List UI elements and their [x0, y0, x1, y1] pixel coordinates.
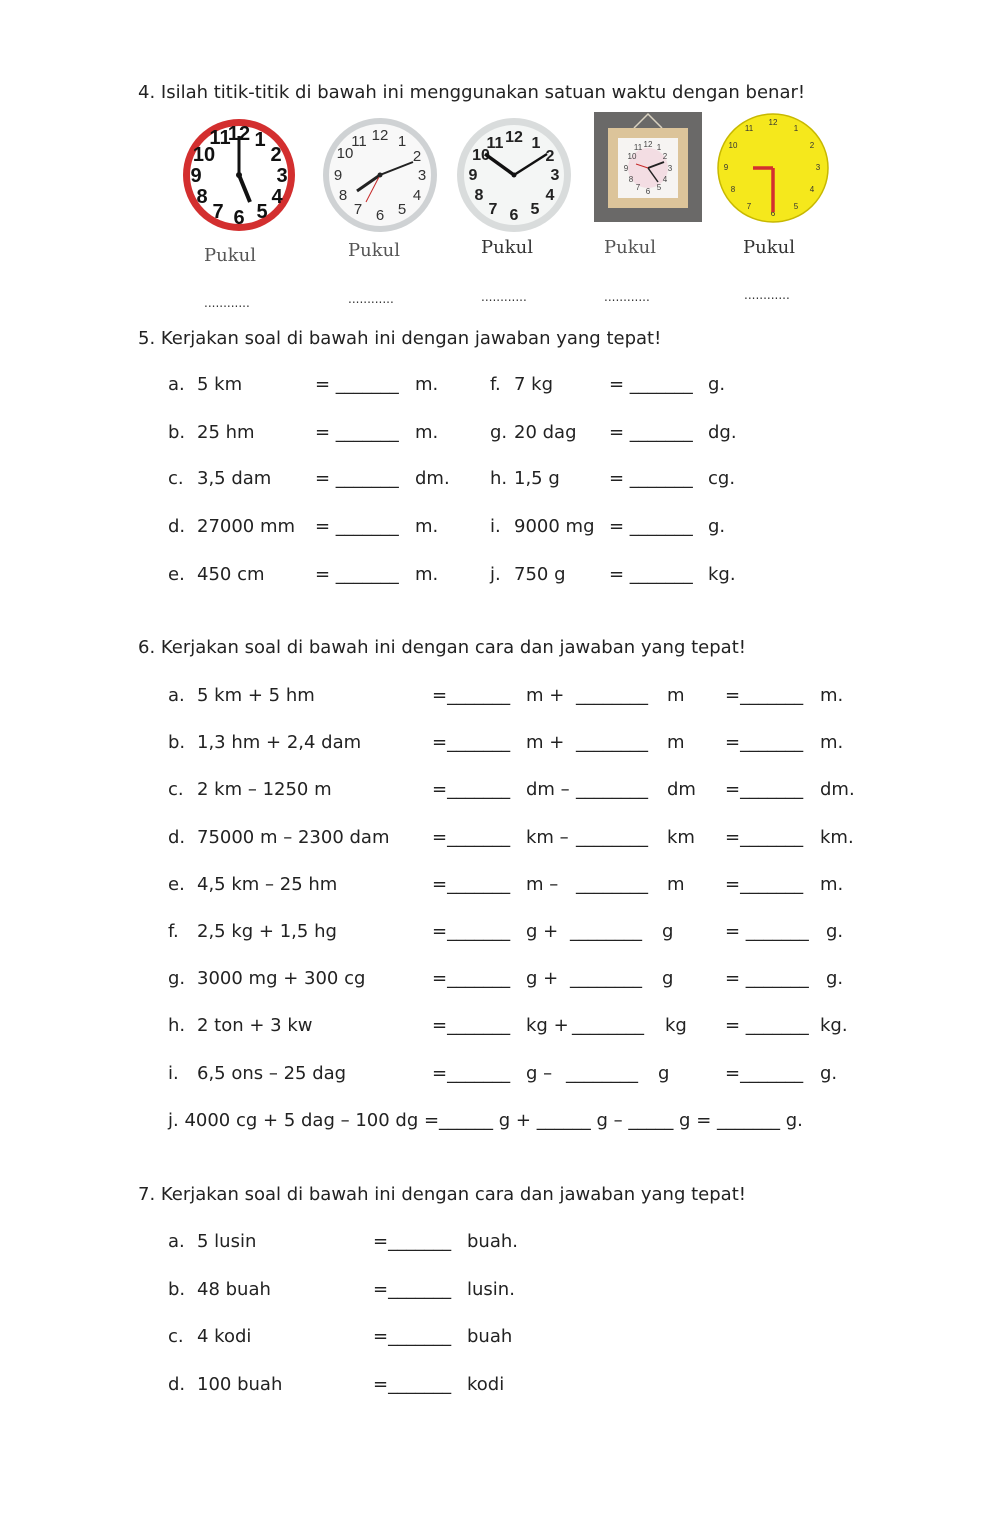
calculation-row [0, 1015, 1000, 1039]
item-expression: 4 kodi [197, 1326, 252, 1347]
item-letter: c. [168, 1326, 184, 1347]
item-unit: m. [415, 564, 439, 585]
item-unit: g [662, 968, 674, 989]
item-unit: cg. [708, 468, 736, 489]
svg-text:9: 9 [333, 167, 343, 184]
svg-text:9: 9 [623, 164, 629, 173]
answer-blank[interactable]: ............ [348, 292, 394, 306]
svg-text:2: 2 [545, 148, 555, 165]
answer-blank[interactable]: =_______ [725, 1063, 804, 1084]
quantity-row [0, 1231, 1000, 1255]
svg-text:5: 5 [397, 201, 407, 218]
answer-blank[interactable]: =_______ [432, 779, 511, 800]
item-expression: 3,5 dam [197, 468, 272, 489]
svg-text:10: 10 [336, 145, 354, 162]
svg-text:1: 1 [397, 133, 407, 150]
svg-text:6: 6 [509, 207, 519, 224]
svg-text:10: 10 [192, 144, 216, 166]
clock-label: Pukul [743, 237, 795, 258]
quantity-row [0, 1326, 1000, 1350]
item-expression: 5 km + 5 hm [197, 685, 315, 706]
calculation-row-j[interactable]: j. 4000 cg + 5 dag – 100 dg =______ g + ______ g – _____ g = _______ g. [168, 1110, 803, 1131]
item-unit: g [658, 1063, 670, 1084]
item-letter: a. [168, 374, 185, 395]
answer-blank[interactable]: =_______ [432, 827, 511, 848]
item-unit: dm. [415, 468, 450, 489]
item-expression: 2 km – 1250 m [197, 779, 332, 800]
item-unit: g. [708, 374, 726, 395]
svg-text:4: 4 [545, 187, 555, 204]
question-7-title: 7. Kerjakan soal di bawah ini dengan cara dan jawaban yang tepat! [138, 1184, 746, 1205]
item-letter: f. [168, 921, 179, 942]
yellow-clock-icon [716, 112, 830, 224]
svg-text:5: 5 [793, 202, 799, 211]
answer-blank[interactable]: =_______ [373, 1326, 452, 1347]
answer-blank[interactable]: =_______ [432, 1015, 511, 1036]
svg-text:11: 11 [351, 133, 367, 150]
item-letter: a. [168, 1231, 185, 1252]
conversion-row [0, 564, 1000, 588]
answer-blank[interactable]: =_______ [432, 685, 511, 706]
answer-blank[interactable]: =_______ [373, 1279, 452, 1300]
answer-blank[interactable]: =_______ [725, 874, 804, 895]
answer-blank[interactable]: ________ [576, 685, 648, 706]
item-expression: 6,5 ons – 25 dag [197, 1063, 347, 1084]
svg-text:3: 3 [815, 163, 821, 172]
answer-blank[interactable]: = _______ [315, 468, 399, 489]
framed-clock-icon [594, 112, 702, 222]
item-unit: dm [667, 779, 696, 800]
item-expression: 5 km [197, 374, 243, 395]
svg-text:3: 3 [550, 167, 560, 184]
svg-text:7: 7 [353, 201, 363, 218]
item-letter: b. [168, 1279, 186, 1300]
item-unit: m + [526, 685, 565, 706]
svg-text:4: 4 [662, 175, 668, 184]
red-clock-icon [180, 116, 298, 234]
svg-text:2: 2 [412, 148, 422, 165]
clock-label: Pukul [348, 240, 400, 261]
item-letter: c. [168, 468, 184, 489]
item-unit: dg. [708, 422, 737, 443]
conversion-row [0, 422, 1000, 446]
question-5-title: 5. Kerjakan soal di bawah ini dengan jawaban yang tepat! [138, 328, 662, 349]
item-expression: 3000 mg + 300 cg [197, 968, 366, 989]
answer-blank[interactable]: =_______ [373, 1231, 452, 1252]
svg-text:6: 6 [770, 209, 776, 218]
item-unit: m. [415, 374, 439, 395]
item-unit: dm. [820, 779, 855, 800]
answer-blank[interactable]: =_______ [725, 732, 804, 753]
item-expression: 1,5 g [514, 468, 560, 489]
calculation-row [0, 732, 1000, 756]
item-unit: buah [467, 1326, 513, 1347]
answer-blank[interactable]: =_______ [432, 874, 511, 895]
svg-text:1: 1 [656, 143, 662, 152]
answer-blank[interactable]: ________ [576, 779, 648, 800]
svg-text:9: 9 [723, 163, 729, 172]
answer-blank[interactable]: ________ [576, 827, 648, 848]
item-expression: 450 cm [197, 564, 265, 585]
svg-text:1: 1 [793, 124, 799, 133]
item-unit: m + [526, 732, 565, 753]
svg-text:2: 2 [809, 141, 815, 150]
svg-text:3: 3 [276, 165, 288, 187]
conversion-row [0, 516, 1000, 540]
answer-blank[interactable]: = _______ [609, 516, 693, 537]
svg-text:7: 7 [488, 201, 498, 218]
item-unit: g. [708, 516, 726, 537]
svg-text:9: 9 [190, 165, 202, 187]
answer-blank[interactable]: ________ [566, 1063, 638, 1084]
answer-blank[interactable]: = _______ [315, 422, 399, 443]
calculation-row [0, 968, 1000, 992]
svg-text:8: 8 [730, 185, 736, 194]
calculation-row [0, 1063, 1000, 1087]
item-letter: h. [168, 1015, 186, 1036]
item-unit: m. [820, 732, 844, 753]
svg-text:12: 12 [227, 123, 251, 145]
svg-text:4: 4 [412, 187, 422, 204]
answer-blank[interactable]: =_______ [432, 968, 511, 989]
item-expression: 4,5 km – 25 hm [197, 874, 338, 895]
answer-blank[interactable]: = _______ [315, 374, 399, 395]
item-letter: d. [168, 516, 186, 537]
item-letter: c. [168, 779, 184, 800]
answer-blank[interactable]: ............ [744, 288, 790, 302]
item-unit: km [667, 827, 695, 848]
item-expression: 1,3 hm + 2,4 dam [197, 732, 362, 753]
clock-label: Pukul [204, 245, 256, 266]
item-unit: m. [415, 516, 439, 537]
item-unit: g. [826, 921, 844, 942]
item-letter: b. [168, 732, 186, 753]
item-expression: 750 g [514, 564, 566, 585]
item-unit: kg [665, 1015, 687, 1036]
svg-text:3: 3 [417, 167, 427, 184]
item-unit: m – [526, 874, 559, 895]
answer-blank[interactable]: ________ [576, 732, 648, 753]
silver-clock-icon [321, 116, 439, 234]
item-letter: i. [490, 516, 501, 537]
item-expression: 7 kg [514, 374, 554, 395]
answer-blank[interactable]: ________ [570, 921, 642, 942]
svg-text:8: 8 [474, 187, 484, 204]
svg-text:10: 10 [728, 141, 738, 150]
svg-text:5: 5 [656, 183, 662, 192]
calculation-row [0, 779, 1000, 803]
calculation-row [0, 827, 1000, 851]
item-expression: 75000 m – 2300 dam [197, 827, 390, 848]
item-expression: 27000 mm [197, 516, 296, 537]
item-unit: dm – [526, 779, 570, 800]
item-unit: kg. [708, 564, 736, 585]
svg-text:12: 12 [643, 140, 653, 149]
item-expression: 20 dag [514, 422, 577, 443]
svg-text:11: 11 [744, 124, 754, 133]
svg-text:5: 5 [530, 201, 540, 218]
answer-blank[interactable]: = _______ [609, 374, 693, 395]
answer-blank[interactable]: = _______ [725, 968, 809, 989]
svg-text:8: 8 [628, 175, 634, 184]
svg-text:11: 11 [633, 143, 643, 152]
conversion-row [0, 374, 1000, 398]
item-unit: kodi [467, 1374, 505, 1395]
svg-text:8: 8 [196, 186, 208, 208]
question-4-title: 4. Isilah titik-titik di bawah ini menggunakan satuan waktu dengan benar! [138, 82, 806, 103]
svg-text:6: 6 [375, 207, 385, 224]
item-expression: 48 buah [197, 1279, 271, 1300]
svg-text:2: 2 [662, 152, 668, 161]
item-unit: km. [820, 827, 854, 848]
item-unit: m [667, 685, 685, 706]
item-letter: d. [168, 827, 186, 848]
svg-text:1: 1 [531, 135, 541, 152]
item-unit: m. [820, 874, 844, 895]
item-letter: g. [490, 422, 508, 443]
answer-blank[interactable]: = _______ [725, 921, 809, 942]
answer-blank[interactable]: = _______ [725, 1015, 809, 1036]
svg-text:12: 12 [768, 118, 778, 127]
item-unit: m. [820, 685, 844, 706]
answer-blank[interactable]: = _______ [315, 564, 399, 585]
item-letter: h. [490, 468, 508, 489]
svg-text:7: 7 [746, 202, 752, 211]
item-letter: a. [168, 685, 185, 706]
answer-blank[interactable]: =_______ [432, 732, 511, 753]
quantity-row [0, 1374, 1000, 1398]
item-unit: m [667, 874, 685, 895]
svg-text:11: 11 [486, 135, 504, 152]
calculation-row [0, 874, 1000, 898]
svg-text:7: 7 [212, 201, 224, 223]
svg-text:6: 6 [233, 207, 245, 229]
svg-text:1: 1 [254, 129, 266, 151]
svg-text:11: 11 [209, 127, 231, 149]
item-expression: 5 lusin [197, 1231, 257, 1252]
svg-text:9: 9 [468, 167, 478, 184]
item-unit: m [667, 732, 685, 753]
answer-blank[interactable]: =_______ [725, 779, 804, 800]
item-letter: f. [490, 374, 501, 395]
svg-text:6: 6 [645, 187, 651, 196]
item-unit: kg + [526, 1015, 569, 1036]
answer-blank[interactable]: ............ [481, 290, 527, 304]
answer-blank[interactable]: = _______ [609, 468, 693, 489]
item-letter: g. [168, 968, 186, 989]
item-letter: i. [168, 1063, 179, 1084]
svg-text:3: 3 [667, 164, 673, 173]
answer-blank[interactable]: ............ [204, 296, 250, 310]
item-unit: g. [820, 1063, 838, 1084]
item-unit: g + [526, 968, 559, 989]
svg-text:10: 10 [627, 152, 637, 161]
item-letter: j. [490, 564, 501, 585]
answer-blank[interactable]: =_______ [373, 1374, 452, 1395]
item-unit: km – [526, 827, 569, 848]
svg-text:12: 12 [371, 127, 389, 144]
item-expression: 25 hm [197, 422, 255, 443]
item-unit: g + [526, 921, 559, 942]
item-unit: g – [526, 1063, 553, 1084]
item-expression: 100 buah [197, 1374, 283, 1395]
clock-label: Pukul [481, 237, 533, 258]
calculation-row [0, 921, 1000, 945]
item-unit: g [662, 921, 674, 942]
white-clock-icon [455, 116, 573, 234]
item-letter: d. [168, 1374, 186, 1395]
svg-text:7: 7 [635, 183, 641, 192]
question-6-title: 6. Kerjakan soal di bawah ini dengan cara dan jawaban yang tepat! [138, 637, 746, 658]
answer-blank[interactable]: =_______ [725, 685, 804, 706]
conversion-row [0, 468, 1000, 492]
svg-text:4: 4 [271, 186, 283, 208]
answer-blank[interactable]: =_______ [432, 921, 511, 942]
item-letter: b. [168, 422, 186, 443]
clock-label: Pukul [604, 237, 656, 258]
answer-blank[interactable]: = _______ [315, 516, 399, 537]
quantity-row [0, 1279, 1000, 1303]
svg-text:2: 2 [270, 144, 282, 166]
item-unit: m. [415, 422, 439, 443]
item-expression: 9000 mg [514, 516, 595, 537]
item-unit: g. [826, 968, 844, 989]
item-unit: lusin. [467, 1279, 515, 1300]
item-expression: 2 ton + 3 kw [197, 1015, 313, 1036]
svg-text:5: 5 [256, 201, 268, 223]
answer-blank[interactable]: = _______ [609, 564, 693, 585]
calculation-row [0, 685, 1000, 709]
svg-text:8: 8 [338, 187, 348, 204]
item-unit: kg. [820, 1015, 848, 1036]
item-letter: e. [168, 564, 185, 585]
answer-blank[interactable]: ............ [604, 290, 650, 304]
item-expression: 2,5 kg + 1,5 hg [197, 921, 337, 942]
answer-blank[interactable]: =_______ [725, 827, 804, 848]
svg-text:10: 10 [472, 147, 490, 164]
item-letter: e. [168, 874, 185, 895]
svg-text:4: 4 [809, 185, 815, 194]
svg-text:12: 12 [505, 129, 523, 146]
answer-blank[interactable]: =_______ [432, 1063, 511, 1084]
answer-blank[interactable]: ________ [572, 1015, 644, 1036]
answer-blank[interactable]: = _______ [609, 422, 693, 443]
answer-blank[interactable]: ________ [570, 968, 642, 989]
item-unit: buah. [467, 1231, 518, 1252]
answer-blank[interactable]: ________ [576, 874, 648, 895]
